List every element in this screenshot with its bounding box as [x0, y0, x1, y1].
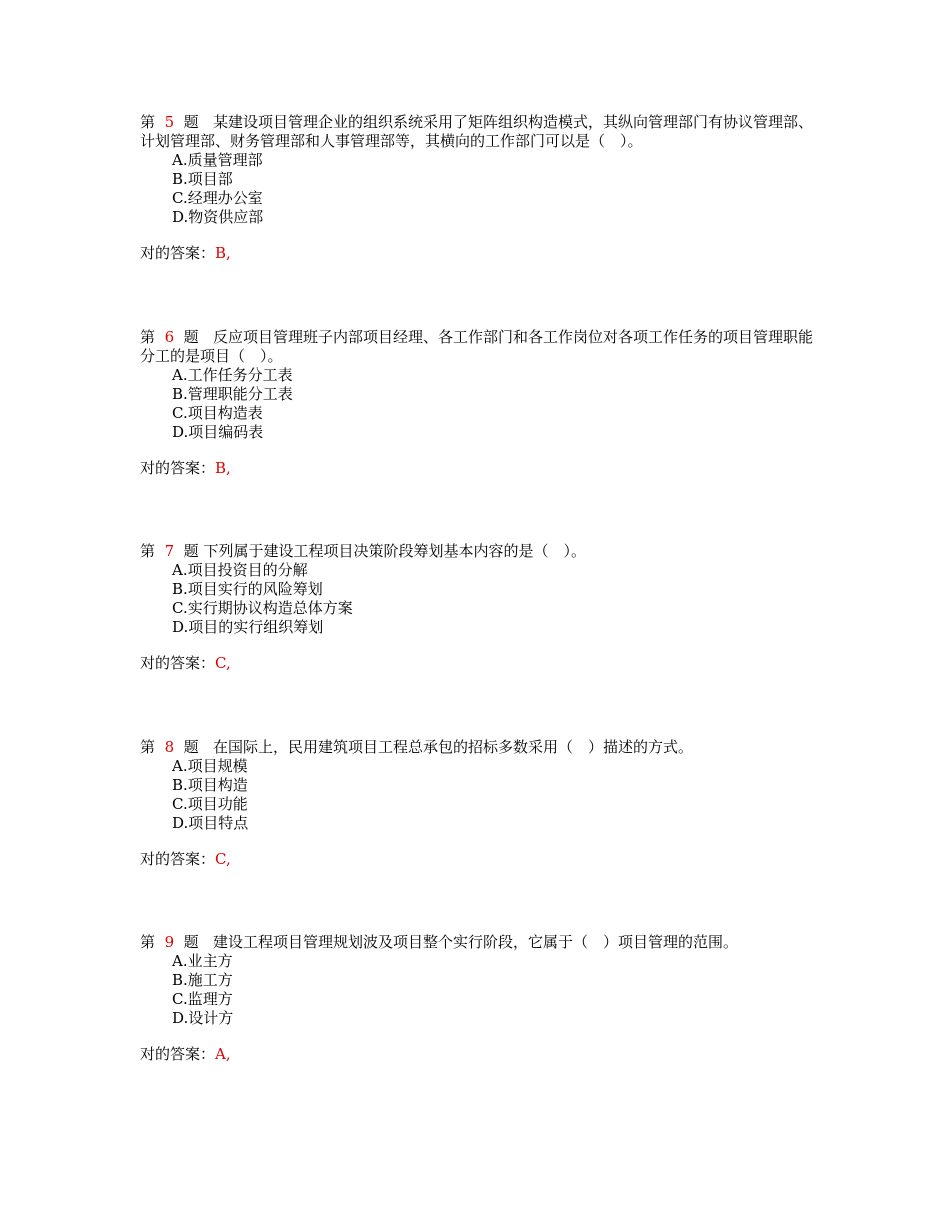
question-suffix: 题 [183, 113, 199, 131]
question-5 [140, 113, 820, 263]
option-c: C.实行期协议构造总体方案 [172, 599, 353, 617]
question-8 [140, 738, 820, 869]
answer-line [140, 244, 820, 263]
option-c: C.监理方 [172, 990, 233, 1008]
question-prefix: 第 [140, 738, 156, 756]
question-number: 8 [164, 738, 175, 756]
option-list [140, 757, 820, 833]
question-number: 9 [164, 933, 175, 951]
option-list [140, 366, 820, 442]
question-number: 6 [164, 328, 175, 346]
option-c: C.项目构造表 [172, 404, 263, 422]
answer-line [140, 850, 820, 869]
question-prefix: 第 [140, 542, 156, 560]
question-prefix: 第 [140, 113, 156, 131]
answer-value: C, [215, 654, 231, 672]
question-text: 反应项目管理班子内部项目经理、各工作部门和各工作岗位对各项工作任务的项目管理职能分工的是项目（ ）。 [140, 328, 813, 365]
option-list [140, 952, 820, 1028]
question-suffix: 题 [183, 738, 199, 756]
question-stem [140, 542, 820, 561]
option-c: C.经理办公室 [172, 189, 263, 207]
answer-value: A, [215, 1045, 231, 1063]
option-c: C.项目功能 [172, 795, 248, 813]
answer-label: 对的答案： [140, 654, 216, 672]
question-stem [140, 933, 820, 952]
question-6 [140, 328, 820, 478]
option-d: D.项目特点 [172, 814, 249, 832]
option-d: D.设计方 [172, 1009, 234, 1027]
answer-line [140, 1045, 820, 1064]
question-stem [140, 113, 820, 151]
question-stem [140, 738, 820, 757]
question-text: 在国际上，民用建筑项目工程总承包的招标多数采用（ ）描述的方式。 [212, 738, 693, 756]
option-a: A.项目规模 [172, 757, 248, 775]
question-suffix: 题 [183, 933, 199, 951]
option-d: D.项目的实行组织筹划 [172, 618, 324, 636]
option-b: B.项目构造 [172, 776, 248, 794]
option-b: B.项目部 [172, 170, 233, 188]
answer-value: B, [215, 244, 231, 262]
answer-label: 对的答案： [140, 1045, 216, 1063]
answer-line [140, 459, 820, 478]
question-prefix: 第 [140, 328, 156, 346]
question-7 [140, 542, 820, 673]
question-suffix: 题 [183, 542, 199, 560]
option-list [140, 561, 820, 637]
option-a: A.质量管理部 [172, 151, 263, 169]
question-stem [140, 328, 820, 366]
option-d: D.物资供应部 [172, 208, 264, 226]
question-text: 建设工程项目管理规划波及项目整个实行阶段，它属于（ ）项目管理的范围。 [212, 933, 738, 951]
option-d: D.项目编码表 [172, 423, 264, 441]
option-a: A.项目投资目的分解 [172, 561, 308, 579]
question-number: 7 [164, 542, 175, 560]
question-text: 某建设项目管理企业的组织系统采用了矩阵组织构造模式，其纵向管理部门有协议管理部、计划管理部、财务管理部和人事管理部等，其横向的工作部门可以是（ ）。 [140, 113, 813, 150]
answer-value: C, [215, 850, 231, 868]
option-b: B.施工方 [172, 971, 233, 989]
option-a: A.业主方 [172, 952, 233, 970]
answer-label: 对的答案： [140, 244, 216, 262]
question-prefix: 第 [140, 933, 156, 951]
question-9 [140, 933, 820, 1064]
option-a: A.工作任务分工表 [172, 366, 293, 384]
option-b: B.项目实行的风险筹划 [172, 580, 323, 598]
answer-label: 对的答案： [140, 850, 216, 868]
question-text: 下列属于建设工程项目决策阶段筹划基本内容的是（ ）。 [203, 542, 586, 560]
question-suffix: 题 [183, 328, 199, 346]
question-number: 5 [164, 113, 175, 131]
answer-value: B, [215, 459, 231, 477]
answer-line [140, 654, 820, 673]
option-list [140, 151, 820, 227]
option-b: B.管理职能分工表 [172, 385, 293, 403]
answer-label: 对的答案： [140, 459, 216, 477]
